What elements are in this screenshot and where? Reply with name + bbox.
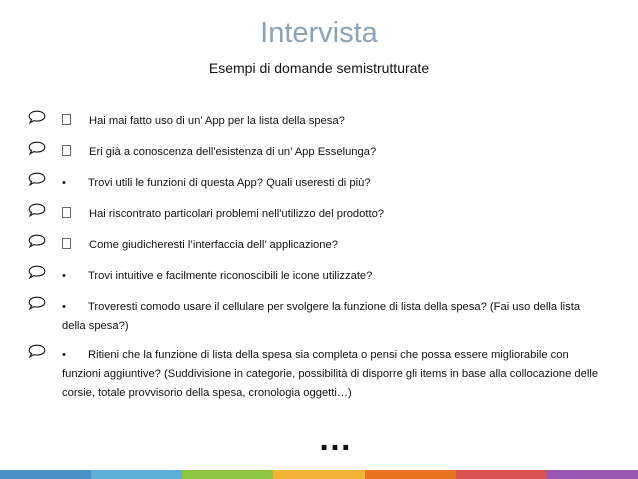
question-text: Eri già a conoscenza dell'esistenza di un’ App Esselunga? [89,146,377,158]
footer-bar-segment [365,470,456,479]
question-item [62,143,602,162]
question-text: Come giudicheresti l’interfaccia dell’ applicazione? [89,239,338,251]
footer-bar-segment [547,470,638,479]
dot-bullet: • [62,349,66,361]
speech-bubble-icon [28,110,46,124]
question-text: Hai mai fatto uso di un’ App per la lista della spesa? [89,115,345,127]
speech-bubble-icon [28,344,46,358]
dot-bullet: • [62,177,66,189]
checkbox-bullet-icon [62,238,71,249]
speech-bubble-icon [28,203,46,217]
question-item [62,346,602,403]
question-text: Hai riscontrato particolari problemi nell'utilizzo del prodotto? [89,208,385,220]
question-item [62,205,602,224]
footer-bar-segment [0,470,91,479]
question-item [62,174,602,193]
speech-bubble-icon [28,296,46,310]
slide-title: Intervista [260,17,378,49]
question-text: Trovi intuitive e facilmente riconoscibili le icone utilizzate? [88,270,373,282]
speech-bubble-icon [28,265,46,279]
dot-bullet: • [62,270,66,282]
checkbox-bullet-icon [62,145,71,156]
dot-bullet: • [62,301,66,313]
speech-bubble-icon [28,172,46,186]
question-text: Troveresti comodo usare il cellulare per svolgere la funzione di lista della spesa? (Fai uso della lista della spesa?) [62,301,581,332]
question-item [62,267,602,286]
checkbox-bullet-icon [62,207,71,218]
question-item [62,112,602,131]
question-text: Trovi utili le funzioni di questa App? Quali useresti di più? [88,177,371,189]
speech-bubble-icon [28,234,46,248]
speech-bubble-icon [28,141,46,155]
checkbox-bullet-icon [62,114,71,125]
footer-bar-segment [456,470,547,479]
footer-bar-segment [91,470,182,479]
slide-subtitle: Esempi di domande semistrutturate [208,60,430,76]
question-item [62,298,602,336]
footer-bar-segment [182,470,273,479]
question-item [62,236,602,255]
question-text: Ritieni che la funzione di lista della spesa sia completa o pensi che possa essere migliorabile con funzioni aggiuntive? (Suddivisione in categorie, possibilità di disporre gli items in base alla collocazione delle corsie, totale provvisorio della spesa, cronologia oggetti…) [62,349,599,399]
footer-bar-segment [273,470,364,479]
footer-color-bar [0,470,638,479]
continuation-ellipsis: … [318,420,353,458]
